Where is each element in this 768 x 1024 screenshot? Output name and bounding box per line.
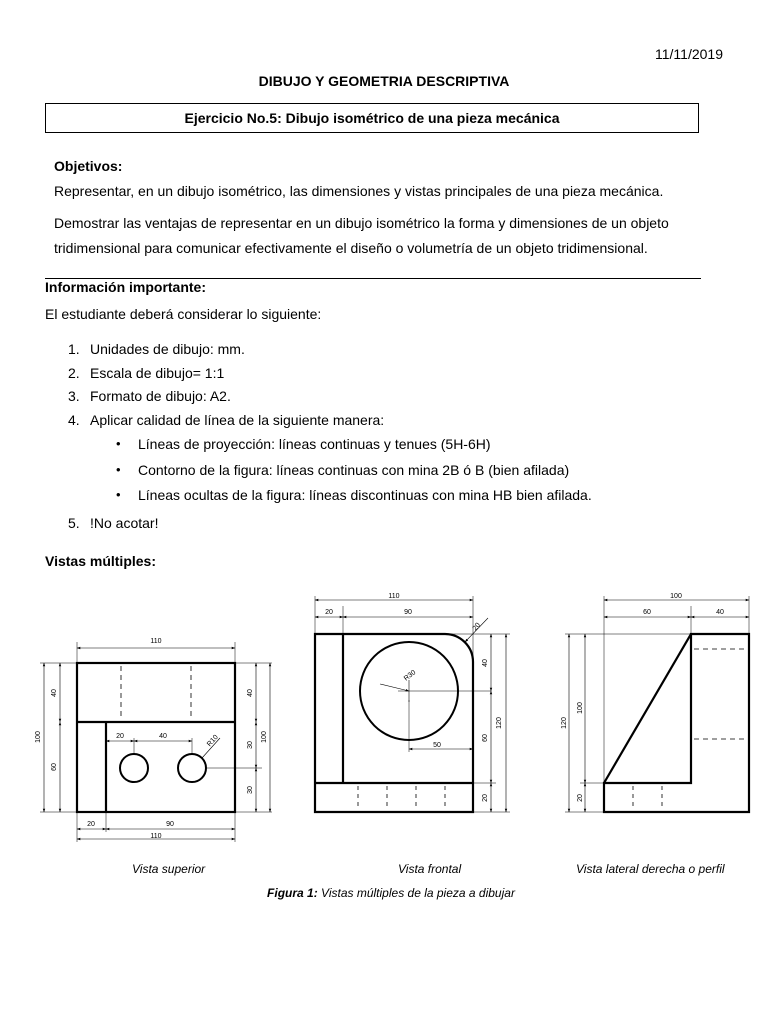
top-view-caption: Vista superior xyxy=(132,862,206,876)
front-view xyxy=(315,593,510,812)
dim-label: 60 xyxy=(482,734,489,742)
dim-label: R10 xyxy=(205,733,220,749)
dim-label: 40 xyxy=(247,689,254,697)
dim-label: 20 xyxy=(577,794,584,802)
list-item: 5. !No acotar! xyxy=(68,515,159,531)
dim-label: 120 xyxy=(561,717,568,729)
dim-label: 90 xyxy=(166,821,174,828)
document-date: 11/11/2019 xyxy=(655,46,723,62)
exercise-title-box xyxy=(45,103,699,133)
objective-paragraph-2: Demostrar las ventajas de representar en un dibujo isométrico la forma y dimensiones de un objeto tridimensional para comunicar efectivamente el diseño o volumetría de un objeto tridimensional. xyxy=(54,215,669,256)
dim-label: 110 xyxy=(388,593,400,600)
info-heading: Información importante: xyxy=(45,279,207,295)
course-title: DIBUJO Y GEOMETRIA DESCRIPTIVA xyxy=(258,73,510,89)
figure-label: Figura 1: xyxy=(267,886,318,900)
dim-label: 120 xyxy=(496,717,503,729)
dim-label: 40 xyxy=(51,689,58,697)
list-item: 2. Escala de dibujo= 1:1 xyxy=(68,364,225,381)
dim-label: 30 xyxy=(247,786,254,794)
side-view xyxy=(561,593,749,812)
dim-label: 100 xyxy=(261,731,268,743)
figure-caption xyxy=(0,886,768,900)
bullet-item: • Contorno de la figura: líneas continuas con mina 2B ó B (bien afilada) xyxy=(116,461,570,478)
front-view-caption: Vista frontal xyxy=(398,862,462,876)
objective-paragraph-1: Representar, en un dibujo isométrico, las dimensiones y vistas principales de una pieza mecánica. xyxy=(54,183,664,199)
list-item: 3. Formato de dibujo: A2. xyxy=(68,388,231,404)
dim-label: 110 xyxy=(150,638,162,645)
dim-label: 100 xyxy=(670,593,682,600)
numbered-list-cont xyxy=(68,515,158,539)
dim-label: 40 xyxy=(716,609,724,616)
dim-label: 110 xyxy=(150,833,162,840)
dim-label: 60 xyxy=(643,609,651,616)
objectives-heading: Objetivos: xyxy=(54,158,123,174)
bullet-item: • Líneas de proyección: líneas continuas y tenues (5H-6H) xyxy=(116,436,491,452)
dim-label: 20 xyxy=(471,621,483,633)
dim-label: 40 xyxy=(159,733,167,740)
dim-label: 30 xyxy=(247,741,254,749)
dim-label: 100 xyxy=(577,702,584,714)
dim-label: 20 xyxy=(325,609,333,616)
figure-caption-text: Vistas múltiples de la pieza a dibujar xyxy=(317,886,515,900)
dim-label: 50 xyxy=(433,742,441,749)
info-intro: El estudiante deberá considerar lo siguiente: xyxy=(45,306,322,322)
dim-label: R30 xyxy=(402,669,418,683)
dim-label: 60 xyxy=(51,763,58,771)
dim-label: 20 xyxy=(116,733,124,740)
dim-label: 40 xyxy=(482,659,489,667)
dim-label: 90 xyxy=(404,609,412,616)
dim-label: 20 xyxy=(482,794,489,802)
numbered-list xyxy=(68,341,384,435)
side-view-caption: Vista lateral derecha o perfil xyxy=(576,862,725,876)
multiview-drawing xyxy=(0,580,768,870)
dim-label: 20 xyxy=(87,821,95,828)
list-item: 1. Unidades de dibujo: mm. xyxy=(68,341,245,357)
list-item: 4. Aplicar calidad de línea de la siguiente manera: xyxy=(68,411,385,428)
exercise-title: Ejercicio No.5: Dibujo isométrico de una pieza mecánica xyxy=(184,110,560,126)
views-heading: Vistas múltiples: xyxy=(45,553,157,569)
bullet-list xyxy=(116,436,592,513)
dim-label: 100 xyxy=(35,731,42,743)
bullet-item: • Líneas ocultas de la figura: líneas discontinuas con mina HB bien afilada. xyxy=(116,487,592,503)
top-view xyxy=(35,638,272,842)
